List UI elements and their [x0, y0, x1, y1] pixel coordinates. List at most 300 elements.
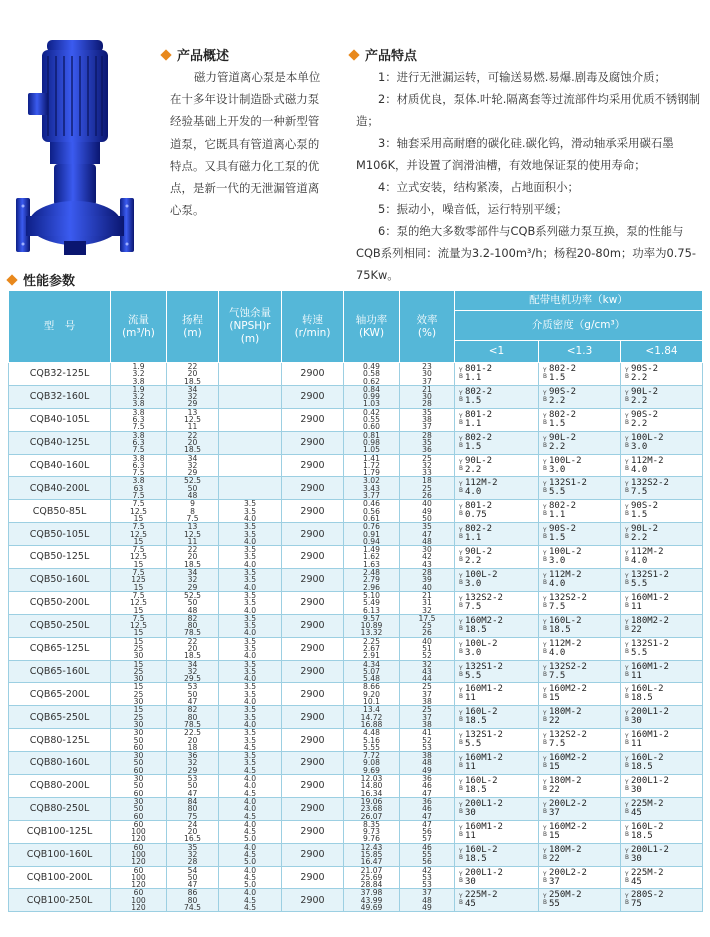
cell-efficiency: 40 49 50	[400, 500, 455, 523]
yb-mark: Y B	[543, 528, 547, 541]
cell-head: 86 80 74.5	[167, 889, 219, 912]
cell-efficiency: 32 43 44	[400, 660, 455, 683]
cell-motor-3: Y B 132S1-2 5.5	[621, 637, 703, 660]
cell-motor-2: Y B 132S2-2 7.5	[539, 660, 621, 683]
yb-mark: Y B	[625, 390, 629, 403]
cell-speed: 2900	[282, 523, 344, 546]
cell-efficiency: 35 38 37	[400, 408, 455, 431]
cell-npsh	[219, 385, 282, 408]
diamond-bullet-icon	[6, 274, 17, 285]
cell-motor-3: Y B 160L-2 18.5	[621, 820, 703, 843]
cell-power: 2.48 2.79 2.96	[344, 569, 400, 592]
cell-model: CQB80-250L	[9, 797, 111, 820]
yb-mark: Y B	[543, 734, 547, 747]
cell-model: CQB65-250L	[9, 706, 111, 729]
cell-motor-3: Y B 160M1-2 11	[621, 660, 703, 683]
yb-mark: Y B	[459, 390, 463, 403]
yb-mark: Y B	[625, 528, 629, 541]
cell-efficiency: 28 39 40	[400, 569, 455, 592]
cell-power: 2.25 2.67 2.91	[344, 637, 400, 660]
cell-efficiency: 38 48 49	[400, 752, 455, 775]
cell-model: CQB80-160L	[9, 752, 111, 775]
yb-mark: Y B	[543, 665, 547, 678]
yb-mark: Y B	[543, 871, 547, 884]
cell-flow: 15 25 30	[111, 706, 167, 729]
cell-npsh: 3.5 3.5 4.0	[219, 591, 282, 614]
cell-flow: 3.8 6.3 7.5	[111, 431, 167, 454]
cell-speed: 2900	[282, 569, 344, 592]
cell-speed: 2900	[282, 889, 344, 912]
cell-efficiency: 18 25 26	[400, 477, 455, 500]
cell-flow: 15 25 30	[111, 683, 167, 706]
cell-speed: 2900	[282, 752, 344, 775]
cell-efficiency: 28 35 36	[400, 431, 455, 454]
yb-mark: Y B	[543, 711, 547, 724]
yb-mark: Y B	[625, 459, 629, 472]
yb-mark: Y B	[459, 779, 463, 792]
cell-efficiency: 46 55 56	[400, 843, 455, 866]
yb-mark: Y B	[459, 871, 463, 884]
cell-motor-2: Y B 132S1-2 5.5	[539, 477, 621, 500]
table-row	[9, 614, 703, 637]
cell-motor-3: Y B 100L-2 3.0	[621, 431, 703, 454]
cell-flow: 60 100 120	[111, 889, 167, 912]
yb-mark: Y B	[459, 734, 463, 747]
cell-motor-3: Y B 90L-2 2.2	[621, 523, 703, 546]
cell-speed: 2900	[282, 477, 344, 500]
cell-npsh	[219, 477, 282, 500]
cell-model: CQB40-160L	[9, 454, 111, 477]
yb-mark: Y B	[625, 436, 629, 449]
cell-motor-2: Y B 250M-2 55	[539, 889, 621, 912]
col-flow: 流量 (m³/h)	[111, 291, 167, 363]
cell-motor-1: Y B 100L-2 3.0	[455, 637, 539, 660]
cell-flow: 7.5 125 15	[111, 569, 167, 592]
cell-efficiency: 36 46 47	[400, 797, 455, 820]
cell-power: 21.07 25.69 28.84	[344, 866, 400, 889]
cell-head: 22 20 18.5	[167, 546, 219, 569]
cell-motor-2: Y B 180M-2 22	[539, 706, 621, 729]
yb-mark: Y B	[543, 802, 547, 815]
cell-motor-3: Y B 200L1-2 30	[621, 775, 703, 798]
table-row	[9, 591, 703, 614]
yb-mark: Y B	[625, 802, 629, 815]
yb-mark: Y B	[625, 825, 629, 838]
cell-motor-1: Y B 802-2 1.5	[455, 431, 539, 454]
yb-mark: Y B	[543, 642, 547, 655]
yb-mark: Y B	[459, 757, 463, 770]
cell-npsh: 3.5 3.5 4.0	[219, 614, 282, 637]
cell-motor-2: Y B 90L-2 2.2	[539, 431, 621, 454]
cell-flow: 60 100 120	[111, 866, 167, 889]
cell-power: 8.35 9.73 9.76	[344, 820, 400, 843]
cell-model: CQB100-160L	[9, 843, 111, 866]
cell-motor-2: Y B 112M-2 4.0	[539, 637, 621, 660]
yb-mark: Y B	[459, 642, 463, 655]
yb-mark: Y B	[543, 894, 547, 907]
cell-model: CQB100-250L	[9, 889, 111, 912]
yb-mark: Y B	[543, 825, 547, 838]
yb-mark: Y B	[543, 436, 547, 449]
cell-motor-1: Y B 801-2 1.1	[455, 408, 539, 431]
cell-power: 4.34 5.07 5.48	[344, 660, 400, 683]
cell-efficiency: 41 52 53	[400, 729, 455, 752]
col-power: 轴功率 (KW)	[344, 291, 400, 363]
cell-motor-1: Y B 160L-2 18.5	[455, 706, 539, 729]
cell-efficiency: 42 53 53	[400, 866, 455, 889]
yb-mark: Y B	[459, 367, 463, 380]
cell-motor-2: Y B 160L-2 18.5	[539, 614, 621, 637]
cell-head: 9 8 7.5	[167, 500, 219, 523]
cell-motor-2: Y B 132S2-2 7.5	[539, 591, 621, 614]
cell-model: CQB50-160L	[9, 569, 111, 592]
cell-model: CQB40-200L	[9, 477, 111, 500]
cell-flow: 3.8 63 7.5	[111, 477, 167, 500]
cell-speed: 2900	[282, 843, 344, 866]
cell-head: 13 12.5 11	[167, 523, 219, 546]
table-row	[9, 797, 703, 820]
cell-head: 22 20 18.5	[167, 363, 219, 386]
cell-flow: 30 50 60	[111, 797, 167, 820]
cell-motor-1: Y B 160M1-2 11	[455, 683, 539, 706]
cell-motor-2: Y B 160M2-2 15	[539, 752, 621, 775]
diamond-bullet-icon	[160, 49, 171, 60]
cell-flow: 1.9 3.2 3.8	[111, 385, 167, 408]
cell-motor-3: Y B 112M-2 4.0	[621, 546, 703, 569]
cell-speed: 2900	[282, 660, 344, 683]
cell-motor-2: Y B 100L-2 3.0	[539, 454, 621, 477]
cell-motor-1: Y B 200L1-2 30	[455, 866, 539, 889]
yb-mark: Y B	[543, 596, 547, 609]
cell-flow: 7.5 12.5 15	[111, 591, 167, 614]
pump-image	[12, 38, 152, 258]
cell-head: 22 20 18.5	[167, 431, 219, 454]
cell-model: CQB50-105L	[9, 523, 111, 546]
yb-mark: Y B	[459, 665, 463, 678]
cell-motor-1: Y B 90L-2 2.2	[455, 454, 539, 477]
cell-motor-3: Y B 160M1-2 11	[621, 729, 703, 752]
cell-motor-2: Y B 180M-2 22	[539, 843, 621, 866]
yb-mark: Y B	[625, 619, 629, 632]
yb-mark: Y B	[543, 482, 547, 495]
intro-text: 磁力管道离心泵是本单位 在十多年设计制造卧式磁力泵 经验基础上开发的一种新型管 道泵，它既具有管道离心泵的 特点。又具有磁力化工泵的优 点，是新一代的无泄漏管道离 心泵。	[170, 70, 321, 218]
cell-efficiency: 25 32 33	[400, 454, 455, 477]
table-row	[9, 889, 703, 912]
feature-item: 5：振动小，噪音低，运行特别平缓；	[378, 202, 568, 216]
cell-motor-2: Y B 160M2-2 15	[539, 820, 621, 843]
cell-head: 34 32 29	[167, 385, 219, 408]
cell-motor-1: Y B 160M1-2 11	[455, 752, 539, 775]
cell-speed: 2900	[282, 454, 344, 477]
cell-power: 9.57 10.89 13.32	[344, 614, 400, 637]
cell-motor-3: Y B 280S-2 75	[621, 889, 703, 912]
cell-flow: 30 50 60	[111, 752, 167, 775]
cell-motor-3: Y B 90L-2 2.2	[621, 385, 703, 408]
cell-speed: 2900	[282, 408, 344, 431]
cell-speed: 2900	[282, 431, 344, 454]
feature-item: 1：进行无泄漏运转，可输送易燃.易爆.剧毒及腐蚀介质；	[378, 70, 666, 84]
cell-motor-2: Y B 160M2-2 15	[539, 683, 621, 706]
cell-model: CQB100-125L	[9, 820, 111, 843]
cell-head: 22.5 20 18	[167, 729, 219, 752]
cell-head: 52.5 50 48	[167, 591, 219, 614]
yb-mark: Y B	[625, 482, 629, 495]
features-heading: 产品特点	[350, 45, 417, 64]
yb-mark: Y B	[459, 573, 463, 586]
cell-power: 3.02 3.43 3.77	[344, 477, 400, 500]
cell-motor-3: Y B 132S1-2 5.5	[621, 569, 703, 592]
table-row	[9, 385, 703, 408]
table-row	[9, 683, 703, 706]
cell-motor-1: Y B 90L-2 2.2	[455, 546, 539, 569]
yb-mark: Y B	[459, 802, 463, 815]
col-density-3: <1.84	[621, 341, 703, 363]
cell-power: 0.76 0.91 0.94	[344, 523, 400, 546]
cell-npsh	[219, 363, 282, 386]
feature-item: 2：材质优良，泵体.叶轮.隔离套等过流部件均采用优质不锈钢制造；	[356, 92, 701, 128]
cell-power: 12.43 15.85 16.47	[344, 843, 400, 866]
cell-efficiency: 35 47 48	[400, 523, 455, 546]
cell-model: CQB100-200L	[9, 866, 111, 889]
yb-mark: Y B	[543, 848, 547, 861]
yb-mark: Y B	[625, 734, 629, 747]
cell-motor-3: Y B 225M-2 45	[621, 866, 703, 889]
yb-mark: Y B	[625, 413, 629, 426]
cell-head: 53 50 47	[167, 683, 219, 706]
cell-speed: 2900	[282, 866, 344, 889]
table-body	[9, 363, 703, 912]
cell-power: 13.4 14.72 16.88	[344, 706, 400, 729]
cell-flow: 60 100 120	[111, 820, 167, 843]
cell-speed: 2900	[282, 729, 344, 752]
cell-power: 12.03 14.80 16.34	[344, 775, 400, 798]
cell-motor-3: Y B 160L-2 18.5	[621, 683, 703, 706]
col-density: 介质密度（g/cm³）	[455, 311, 703, 341]
yb-mark: Y B	[625, 688, 629, 701]
cell-npsh: 3.5 3.5 4.0	[219, 637, 282, 660]
yb-mark: Y B	[625, 367, 629, 380]
table-row	[9, 500, 703, 523]
cell-motor-2: Y B 132S2-2 7.5	[539, 729, 621, 752]
col-motor-power: 配带电机功率（kw）	[455, 291, 703, 311]
cell-motor-2: Y B 200L2-2 37	[539, 797, 621, 820]
cell-head: 34 32 29	[167, 454, 219, 477]
cell-head: 53 50 47	[167, 775, 219, 798]
table-row	[9, 523, 703, 546]
cell-npsh: 4.0 4.5 5.0	[219, 820, 282, 843]
cell-npsh: 4.0 4.5 5.0	[219, 843, 282, 866]
cell-motor-3: Y B 200L1-2 30	[621, 843, 703, 866]
cell-motor-1: Y B 100L-2 3.0	[455, 569, 539, 592]
cell-npsh: 3.5 3.5 4.5	[219, 752, 282, 775]
table-row	[9, 637, 703, 660]
cell-speed: 2900	[282, 591, 344, 614]
cell-npsh: 3.5 3.5 4.0	[219, 523, 282, 546]
col-efficiency: 效率 (%)	[400, 291, 455, 363]
cell-motor-1: Y B 802-2 1.5	[455, 385, 539, 408]
cell-motor-2: Y B 802-2 1.1	[539, 500, 621, 523]
cell-power: 19.06 23.68 26.07	[344, 797, 400, 820]
feature-item: 3：轴套采用高耐磨的碳化硅.碳化钨，滑动轴承采用碳石墨M106K，并设置了润滑油槽，有效地保证泵的使用寿命；	[356, 136, 674, 172]
cell-model: CQB65-200L	[9, 683, 111, 706]
cell-npsh: 3.5 3.5 4.0	[219, 706, 282, 729]
cell-speed: 2900	[282, 500, 344, 523]
cell-speed: 2900	[282, 614, 344, 637]
cell-motor-3: Y B 160L-2 18.5	[621, 752, 703, 775]
cell-head: 84 80 75	[167, 797, 219, 820]
cell-npsh: 4.0 4.0 4.5	[219, 797, 282, 820]
cell-npsh	[219, 431, 282, 454]
cell-npsh: 3.5 3.5 4.0	[219, 683, 282, 706]
cell-efficiency: 36 46 47	[400, 775, 455, 798]
cell-motor-1: Y B 160M2-2 18.5	[455, 614, 539, 637]
cell-motor-1: Y B 112M-2 4.0	[455, 477, 539, 500]
cell-power: 4.48 5.16 5.55	[344, 729, 400, 752]
cell-head: 82 80 78.5	[167, 614, 219, 637]
cell-power: 0.84 0.99 1.03	[344, 385, 400, 408]
cell-power: 1.49 1.62 1.63	[344, 546, 400, 569]
cell-motor-3: Y B 112M-2 4.0	[621, 454, 703, 477]
cell-head: 24 20 16.5	[167, 820, 219, 843]
yb-mark: Y B	[625, 505, 629, 518]
cell-flow: 7.5 12.5 15	[111, 614, 167, 637]
yb-mark: Y B	[459, 528, 463, 541]
cell-npsh: 3.5 3.5 4.0	[219, 546, 282, 569]
table-row	[9, 408, 703, 431]
cell-efficiency: 47 56 57	[400, 820, 455, 843]
yb-mark: Y B	[625, 642, 629, 655]
yb-mark: Y B	[543, 505, 547, 518]
cell-npsh: 3.5 3.5 4.0	[219, 660, 282, 683]
performance-table	[8, 290, 703, 912]
cell-motor-1: Y B 160M1-2 11	[455, 820, 539, 843]
cell-flow: 1.9 3.2 3.8	[111, 363, 167, 386]
table-row	[9, 363, 703, 386]
yb-mark: Y B	[459, 413, 463, 426]
cell-efficiency: 17.5 25 26	[400, 614, 455, 637]
cell-motor-1: Y B 160L-2 18.5	[455, 843, 539, 866]
yb-mark: Y B	[543, 573, 547, 586]
yb-mark: Y B	[459, 436, 463, 449]
yb-mark: Y B	[625, 596, 629, 609]
cell-motor-1: Y B 801-2 1.1	[455, 363, 539, 386]
cell-model: CQB50-125L	[9, 546, 111, 569]
cell-flow: 60 100 120	[111, 843, 167, 866]
cell-head: 52.5 50 48	[167, 477, 219, 500]
table-row	[9, 820, 703, 843]
cell-efficiency: 21 31 32	[400, 591, 455, 614]
cell-model: CQB80-200L	[9, 775, 111, 798]
cell-motor-1: Y B 132S1-2 5.5	[455, 660, 539, 683]
yb-mark: Y B	[459, 688, 463, 701]
cell-model: CQB65-125L	[9, 637, 111, 660]
yb-mark: Y B	[543, 779, 547, 792]
table-row	[9, 752, 703, 775]
yb-mark: Y B	[543, 459, 547, 472]
cell-head: 34 32 29	[167, 569, 219, 592]
table-row	[9, 431, 703, 454]
cell-efficiency: 23 30 37	[400, 363, 455, 386]
cell-speed: 2900	[282, 363, 344, 386]
cell-npsh: 4.0 4.5 5.0	[219, 866, 282, 889]
cell-flow: 7.5 12.5 15	[111, 546, 167, 569]
cell-flow: 3.8 6.3 7.5	[111, 408, 167, 431]
yb-mark: Y B	[543, 367, 547, 380]
cell-motor-2: Y B 180M-2 22	[539, 775, 621, 798]
diamond-bullet-icon	[348, 49, 359, 60]
yb-mark: Y B	[625, 551, 629, 564]
cell-model: CQB50-85L	[9, 500, 111, 523]
cell-model: CQB80-125L	[9, 729, 111, 752]
cell-efficiency: 37 48 49	[400, 889, 455, 912]
cell-speed: 2900	[282, 775, 344, 798]
cell-model: CQB32-160L	[9, 385, 111, 408]
cell-head: 36 32 29	[167, 752, 219, 775]
yb-mark: Y B	[625, 665, 629, 678]
cell-power: 37.98 43.99 49.69	[344, 889, 400, 912]
yb-mark: Y B	[459, 619, 463, 632]
cell-speed: 2900	[282, 637, 344, 660]
cell-motor-3: Y B 225M-2 45	[621, 797, 703, 820]
col-npsh: 气蚀余量 (NPSH)r (m)	[219, 291, 282, 363]
col-model: 型 号	[9, 291, 111, 363]
col-density-2: <1.3	[539, 341, 621, 363]
table-row	[9, 660, 703, 683]
cell-power: 0.46 0.56 0.61	[344, 500, 400, 523]
cell-speed: 2900	[282, 797, 344, 820]
yb-mark: Y B	[625, 848, 629, 861]
cell-motor-1: Y B 132S2-2 7.5	[455, 591, 539, 614]
yb-mark: Y B	[625, 894, 629, 907]
cell-power: 1.41 1.72 1.79	[344, 454, 400, 477]
yb-mark: Y B	[459, 551, 463, 564]
cell-speed: 2900	[282, 546, 344, 569]
cell-flow: 7.5 12.5 15	[111, 500, 167, 523]
yb-mark: Y B	[459, 596, 463, 609]
yb-mark: Y B	[543, 390, 547, 403]
col-speed: 转速 (r/min)	[282, 291, 344, 363]
cell-power: 0.81 0.98 1.05	[344, 431, 400, 454]
cell-motor-3: Y B 90S-2 1.5	[621, 500, 703, 523]
cell-npsh: 3.5 3.5 4.0	[219, 569, 282, 592]
cell-flow: 7.5 12.5 15	[111, 523, 167, 546]
cell-motor-1: Y B 225M-2 45	[455, 889, 539, 912]
cell-power: 5.10 5.49 6.13	[344, 591, 400, 614]
table-row	[9, 569, 703, 592]
yb-mark: Y B	[625, 573, 629, 586]
yb-mark: Y B	[459, 459, 463, 472]
cell-motor-1: Y B 200L1-2 30	[455, 797, 539, 820]
cell-motor-3: Y B 200L1-2 30	[621, 706, 703, 729]
cell-model: CQB65-160L	[9, 660, 111, 683]
cell-power: 8.66 9.20 10.1	[344, 683, 400, 706]
cell-head: 54 50 47	[167, 866, 219, 889]
yb-mark: Y B	[459, 825, 463, 838]
cell-motor-1: Y B 160L-2 18.5	[455, 775, 539, 798]
table-row	[9, 477, 703, 500]
cell-motor-2: Y B 90S-2 1.5	[539, 523, 621, 546]
cell-motor-1: Y B 132S1-2 5.5	[455, 729, 539, 752]
table-row	[9, 729, 703, 752]
cell-motor-2: Y B 100L-2 3.0	[539, 546, 621, 569]
cell-head: 22 20 18.5	[167, 637, 219, 660]
cell-motor-2: Y B 200L2-2 37	[539, 866, 621, 889]
features-list	[356, 66, 702, 286]
params-heading: 性能参数	[8, 270, 75, 289]
cell-efficiency: 25 37 38	[400, 706, 455, 729]
cell-motor-1: Y B 802-2 1.1	[455, 523, 539, 546]
cell-speed: 2900	[282, 385, 344, 408]
